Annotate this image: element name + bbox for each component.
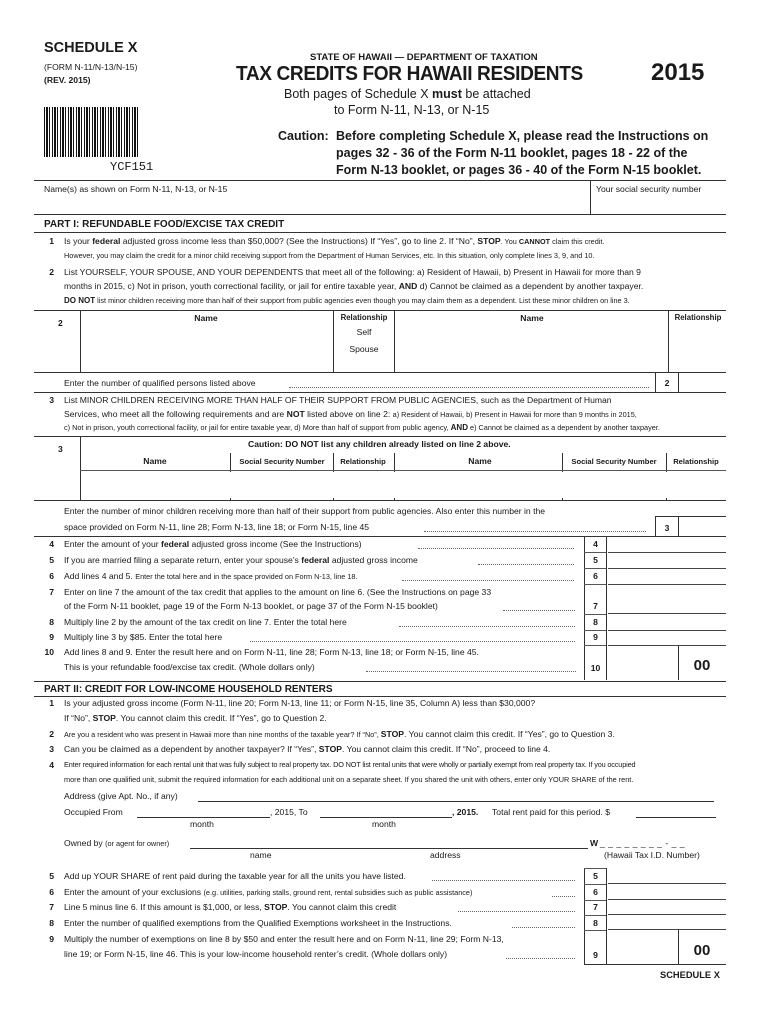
caution-label: Caution: <box>278 129 329 143</box>
p2-line5-number: 5 <box>49 871 54 881</box>
p1-line7-text-b: of the Form N-11 booklet, page 19 of the Form N-13 booklet, or page 37 of the Form N-15 booklet) <box>64 601 438 611</box>
p2-line6-number: 6 <box>49 887 54 897</box>
p1-line6-text: Add lines 4 and 5. Enter the total here and in the space provided on Form N-13, line 18. <box>64 571 358 581</box>
p2-line8-text: Enter the number of qualified exemptions from the Qualified Exemptions worksheet in the Instructions. <box>64 918 452 928</box>
p2-line8-box-label: 8 <box>593 918 598 928</box>
p2-line7-amount-input[interactable] <box>608 901 726 915</box>
table3-col-relationship: Relationship <box>340 457 386 466</box>
p1-line4-amount-input[interactable] <box>608 537 726 553</box>
table2-self-name-input[interactable] <box>83 324 331 338</box>
p1-line6-amount-input[interactable] <box>608 569 726 585</box>
p1-line9-text: Multiply line 3 by $85. Enter the total here <box>64 632 223 642</box>
barcode <box>44 107 138 157</box>
p1-line3-enter-a: Enter the number of minor children receiving more than half of their support from public agencies. Also enter this number in the <box>64 506 546 516</box>
p2-line6-text: Enter the amount of your exclusions (e.g. utilities, parking stalls, ground rent, rental subsidies such as public assistance) <box>64 887 473 897</box>
owned-by-label: Owned by (or agent for owner) <box>64 838 170 848</box>
part2-title: PART II: CREDIT FOR LOW-INCOME HOUSEHOLD RENTERS <box>44 684 333 695</box>
address-input[interactable] <box>198 789 714 802</box>
table2-row-number: 2 <box>58 318 63 328</box>
p2-line1-number: 1 <box>49 698 54 708</box>
tax-year: 2015 <box>651 59 705 86</box>
occupied-year-from: , 2015, To <box>270 807 308 817</box>
table2-spouse: Spouse <box>349 344 379 354</box>
p1-line8-number: 8 <box>49 617 54 627</box>
p1-line9-box-label: 9 <box>593 632 598 642</box>
p1-line2-amount-input[interactable] <box>680 374 724 391</box>
occupied-to-input[interactable] <box>320 805 452 818</box>
agency-label: STATE OF HAWAII — DEPARTMENT OF TAXATION <box>310 52 538 63</box>
p1-line5-box-label: 5 <box>593 555 598 565</box>
table3-col-ssn: Social Security Number <box>239 457 325 466</box>
owner-input[interactable] <box>190 836 588 849</box>
p2-line9-amount-input[interactable] <box>608 932 678 962</box>
caution-line-3: Form N-13 booklet, or pages 36 - 40 of the Form N-15 booklet. <box>336 163 702 177</box>
table2-col-name-2: Name <box>520 313 544 323</box>
p1-line8-amount-input[interactable] <box>608 615 726 631</box>
attach-forms: to Form N-11, N-13, or N-15 <box>334 103 490 117</box>
table2-spouse-name-input[interactable] <box>83 340 331 354</box>
p2-line6-amount-input[interactable] <box>608 885 726 900</box>
p1-line3-text-a: List MINOR CHILDREN RECEIVING MORE THAN HALF OF THEIR SUPPORT FROM PUBLIC AGENCIES, such as the Department of Human <box>64 395 612 405</box>
p2-line2-number: 2 <box>49 729 54 739</box>
p1-line10-text-b: This is your refundable food/excise tax credit. (Whole dollars only) <box>64 662 315 672</box>
p1-line4-number: 4 <box>49 539 54 549</box>
p2-line7-number: 7 <box>49 902 54 912</box>
address-label: Address (give Apt. No., if any) <box>64 791 178 801</box>
p1-line5-amount-input[interactable] <box>608 553 726 569</box>
occupied-from-input[interactable] <box>137 805 270 818</box>
p1-line2-text-a: List YOURSELF, YOUR SPOUSE, AND YOUR DEPENDENTS that meet all of the following: a) Resident of Hawaii, b) Present in Hawaii for more than 9 <box>64 267 641 277</box>
p1-line3-box-label: 3 <box>664 523 670 533</box>
p1-line7-amount-input[interactable] <box>608 598 726 614</box>
p1-line10-number: 10 <box>44 647 54 657</box>
names-label: Name(s) as shown on Form N-11, N-13, or N-15 <box>44 184 228 194</box>
table3-caution: Caution: DO NOT list any children already listed on line 2 above. <box>248 439 511 449</box>
rent-amount-input[interactable] <box>636 805 716 818</box>
attach-notice: Both pages of Schedule X must be attached <box>284 87 531 101</box>
p2-line6-box-label: 6 <box>593 887 598 897</box>
p2-line1-text-b: If “No”, STOP. You cannot claim this credit. If “Yes”, go to Question 2. <box>64 713 327 723</box>
p2-line3-number: 3 <box>49 744 54 754</box>
table3-entry-area[interactable] <box>83 472 723 498</box>
p1-line6-box-label: 6 <box>593 571 598 581</box>
month-label-1: month <box>190 819 214 829</box>
form-title: TAX CREDITS FOR HAWAII RESIDENTS <box>236 62 583 85</box>
p2-line9-box-label: 9 <box>593 950 598 960</box>
p1-line10-box-label: 10 <box>590 663 601 673</box>
month-label-2: month <box>372 819 396 829</box>
table3-col-name-2: Name <box>468 456 492 466</box>
p1-line3-enter-b: space provided on Form N-11, line 28; Form N-13, line 18; or Form N-15, line 45 <box>64 522 370 532</box>
tax-id-input[interactable]: _ _ _ _ _ _ _ _ - _ _ <box>600 838 686 848</box>
p1-line10-amount-input[interactable] <box>608 648 678 678</box>
p2-line8-amount-input[interactable] <box>608 916 726 930</box>
part1-title: PART I: REFUNDABLE FOOD/EXCISE TAX CREDIT <box>44 219 285 230</box>
p1-line1-subtext: However, you may claim the credit for a minor child receiving support from the Department of Human Services, etc. In this situation, only complete lines 3, 9, and 10. <box>64 251 595 260</box>
tax-id-prefix: W <box>590 838 599 848</box>
p2-line5-amount-input[interactable] <box>608 869 726 884</box>
caution-line-1: Before completing Schedule X, please read the Instructions on <box>336 129 709 143</box>
table2-name-column-2-input[interactable] <box>397 324 665 370</box>
p1-line2-text-b: months in 2015, c) Not in prison, youth correctional facility, or jail for entire taxable year, AND d) Cannot be claimed as a dependent by another taxpayer. <box>64 281 644 291</box>
barcode-text: YCF151 <box>110 160 154 174</box>
owner-name-label: name <box>250 850 272 860</box>
p1-line3-text-b: Services, who meet all the following requirements and are NOT listed above on line 2: a) Resident of Hawaii, b) Present in Hawaii for more than 9 months in 2015, <box>64 409 637 419</box>
rent-label: Total rent paid for this period. $ <box>492 807 610 817</box>
p2-line4-text-b: more than one qualified unit, submit the required information for each additional unit on a separate sheet. If you shared the unit with others, enter only YOUR SHARE of the rent. <box>64 775 634 784</box>
p1-line7-text-a: Enter on line 7 the amount of the tax credit that applies to the amount on line 6. (See the Instructions on page 33 <box>64 587 492 597</box>
caution-line-2: pages 32 - 36 of the Form N-11 booklet, pages 18 - 22 of the <box>336 146 688 160</box>
table3-col-ssn-2: Social Security Number <box>571 457 657 466</box>
p1-line9-amount-input[interactable] <box>608 631 726 646</box>
p2-line7-text: Line 5 minus line 6. If this amount is $1,000, or less, STOP. You cannot claim this credit <box>64 902 397 912</box>
footer-schedule: SCHEDULE X <box>660 970 720 980</box>
table3-col-relationship-2: Relationship <box>673 457 719 466</box>
ssn-input[interactable] <box>592 195 724 212</box>
p1-line5-number: 5 <box>49 555 54 565</box>
table2-self: Self <box>356 327 372 337</box>
table2-col-name: Name <box>194 313 218 323</box>
tax-id-label: (Hawaii Tax I.D. Number) <box>604 850 700 860</box>
p1-line8-text: Multiply line 2 by the amount of the tax credit on line 7. Enter the total here <box>64 617 347 627</box>
table3-col-name: Name <box>143 456 167 466</box>
p2-line9-number: 9 <box>49 934 54 944</box>
p1-line3-text-c: c) Not in prison, youth correctional facility, or jail for entire taxable year, d) More than half of support from public agency, AND e) Cannot be claimed as a dependent by another taxpayer. <box>64 423 660 432</box>
form-reference: (FORM N-11/N-13/N-15) <box>44 62 138 72</box>
table3-row-number: 3 <box>58 444 63 454</box>
p1-line10-cents: 00 <box>693 657 711 674</box>
occupied-year-to: , 2015. <box>452 807 479 817</box>
p1-line2-number: 2 <box>49 267 54 277</box>
p1-line2-text-c: DO NOT list minor children receiving more than half of their support from public agencies even though you may claim them as a dependent. List these minor children on line 3. <box>64 296 630 305</box>
p2-line4-number: 4 <box>49 760 54 770</box>
p1-line3-number: 3 <box>49 395 54 405</box>
p1-line8-box-label: 8 <box>593 617 598 627</box>
p2-line7-box-label: 7 <box>593 902 598 912</box>
p2-line2-text: Are you a resident who was present in Hawaii more than nine months of the taxable year? If “No”, STOP. You cannot claim this credit. If “Yes”, go to Question 3. <box>64 729 615 739</box>
p1-line3-amount-input[interactable] <box>680 517 724 534</box>
p1-line2-enter: Enter the number of qualified persons listed above <box>64 378 256 388</box>
p1-line10-text-a: Add lines 8 and 9. Enter the result here and on Form N-11, line 28; Form N-13, line 18; or Form N-15, line 45. <box>64 647 479 657</box>
p2-line4-text-a: Enter required information for each rental unit that was fully subject to real property tax. DO NOT list rental units that were wholly or partially exempt from real property tax. If you occupied <box>64 760 636 769</box>
p2-line3-text: Can you be claimed as a dependent by another taxpayer? If “Yes”, STOP. You cannot claim this credit. If “No”, proceed to line 4. <box>64 744 551 754</box>
p1-line7-box-label: 7 <box>593 601 598 611</box>
p1-line2-box-label: 2 <box>664 378 670 388</box>
table2-col-relationship: Relationship <box>340 313 388 322</box>
p2-line5-box-label: 5 <box>593 871 598 881</box>
occupied-label: Occupied From <box>64 807 123 817</box>
table2-col-relationship-2: Relationship <box>674 313 722 322</box>
p1-line4-box-label: 4 <box>593 539 598 549</box>
p1-line6-number: 6 <box>49 571 54 581</box>
revision-label: (REV. 2015) <box>44 75 91 85</box>
p2-line5-text: Add up YOUR SHARE of rent paid during the taxable year for all the units you have listed. <box>64 871 406 881</box>
p1-line9-number: 9 <box>49 632 54 642</box>
p1-line4-text: Enter the amount of your federal adjusted gross income (See the Instructions) <box>64 539 362 549</box>
names-input[interactable] <box>36 195 586 212</box>
p2-line9-cents: 00 <box>693 942 711 959</box>
schedule-label: SCHEDULE X <box>44 40 138 56</box>
p1-line1-text: Is your federal adjusted gross income less than $50,000? (See the Instructions) If “Yes”, go to line 2. If “No”, STOP. You CANNOT claim this credit. <box>64 236 605 246</box>
p2-line9-text-b: line 19; or Form N-15, line 46. This is your low-income household renter’s credit. (Whole dollars only) <box>64 949 448 959</box>
p1-line7-number: 7 <box>49 587 54 597</box>
table2-dependent-name-input[interactable] <box>83 356 331 370</box>
p2-line1-text-a: Is your adjusted gross income (Form N-11, line 20; Form N-13, line 11; or Form N-15, line 35, Column A) less than $30,000? <box>64 698 536 708</box>
owner-address-label: address <box>430 850 461 860</box>
p2-line8-number: 8 <box>49 918 54 928</box>
p1-line5-text: If you are married filing a separate return, enter your spouse’s federal adjusted gross income <box>64 555 418 565</box>
p2-line9-text-a: Multiply the number of exemptions on line 8 by $50 and enter the result here and on Form N-11, line 29; Form N-13, <box>64 934 504 944</box>
ssn-label: Your social security number <box>596 184 702 194</box>
p1-line1-number: 1 <box>49 236 54 246</box>
